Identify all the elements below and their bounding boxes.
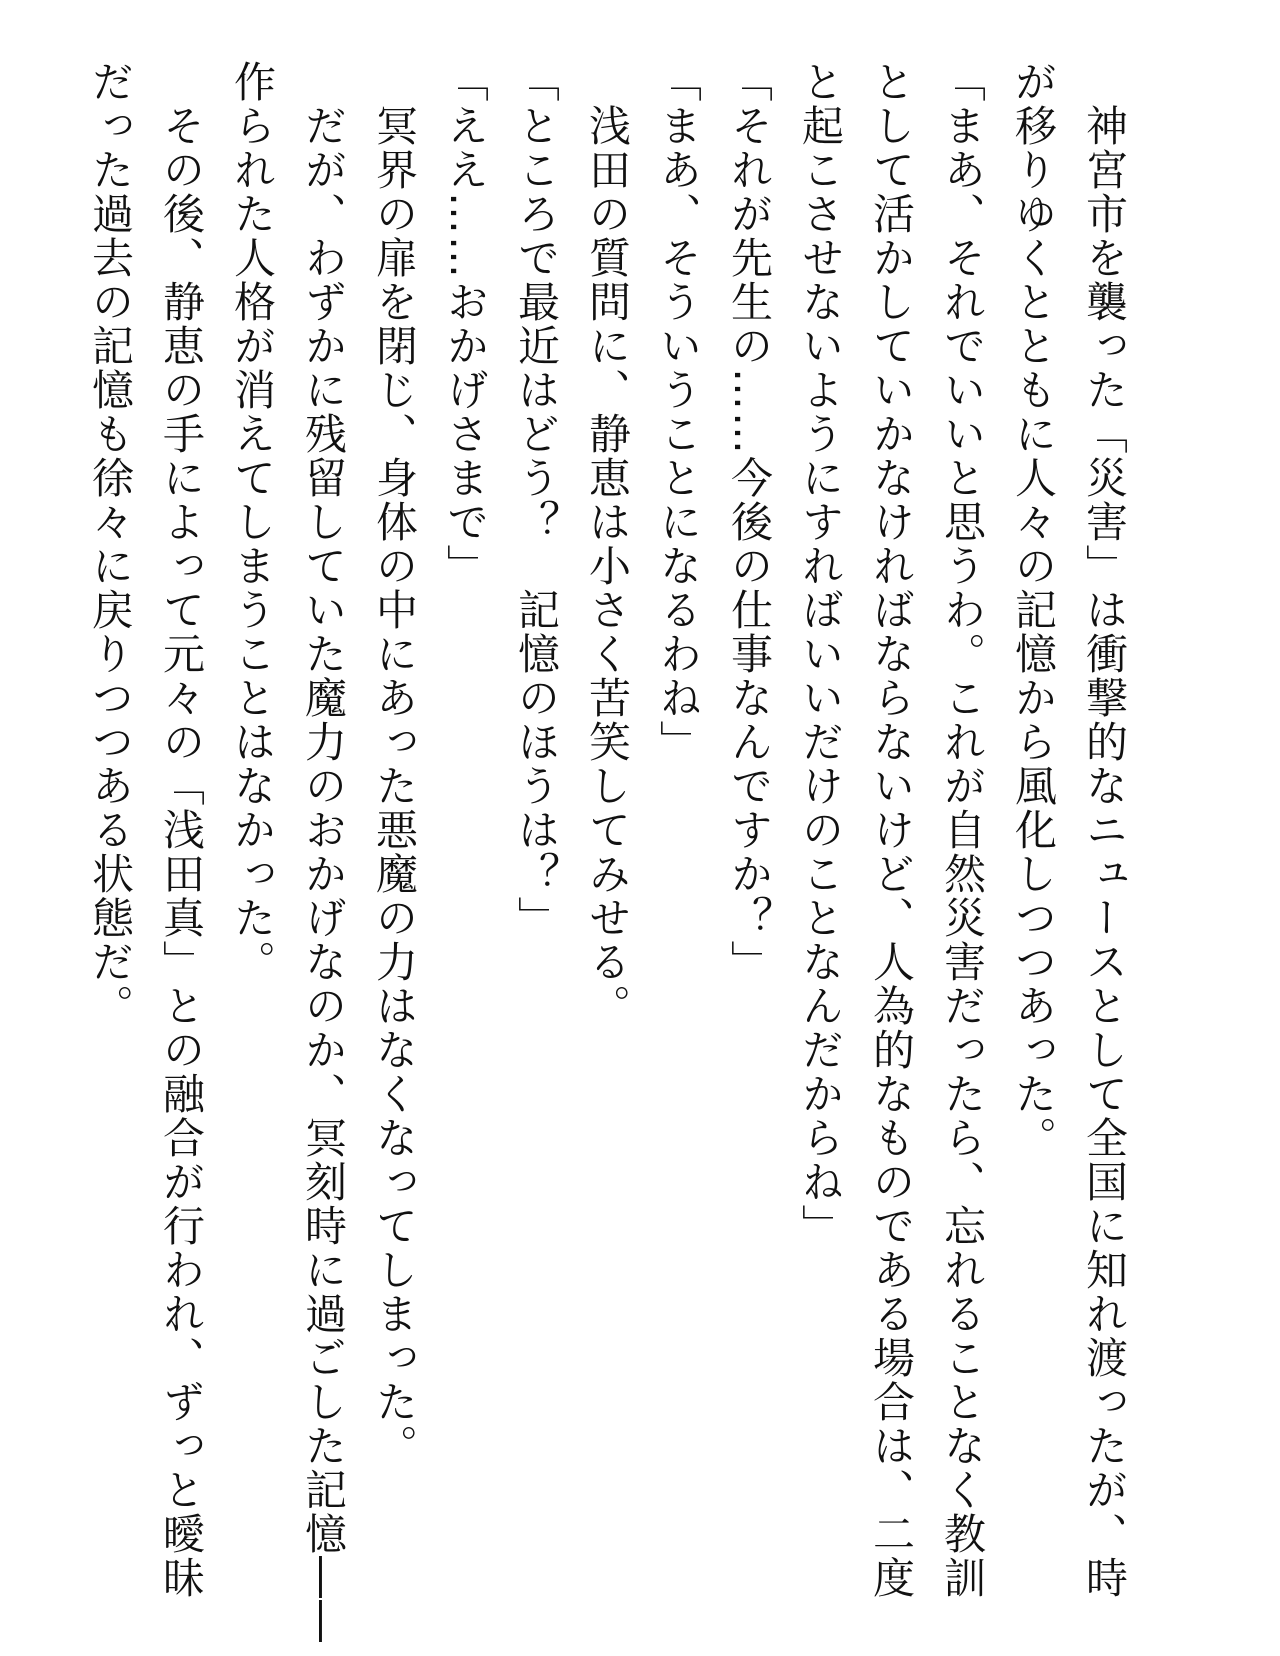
- text-line: 神宮市を襲った「災害」は衝撃的なニュースとして全国に知れ渡ったが、時: [1080, 60, 1129, 1600]
- vertical-text-body: [75, 60, 1140, 1644]
- text-line: 「それが先生の……今後の仕事なんですか？」: [725, 60, 774, 984]
- text-line: 「まあ、そういうことになるわね」: [654, 60, 703, 764]
- text-line: だった過去の記憶も徐々に戻りつつある状態だ。: [86, 60, 135, 1028]
- text-line: 浅田の質問に、静恵は小さく苦笑してみせる。: [583, 60, 632, 1028]
- text-line: 冥界の扉を閉じ、身体の中にあった悪魔の力はなくなってしまった。: [370, 60, 419, 1468]
- text-line: 「ええ……おかげさまで」: [441, 60, 490, 588]
- text-line: 「まあ、それでいいと思うわ。これが自然災害だったら、忘れることなく教訓: [938, 60, 987, 1600]
- text-line: その後、静恵の手によって元々の「浅田真」との融合が行われ、ずっと曖昧: [157, 60, 206, 1600]
- text-line: 「ところで最近はどう？ 記憶のほうは？」: [512, 60, 561, 940]
- text-line: が移りゆくとともに人々の記憶から風化しつつあった。: [1009, 60, 1058, 1160]
- text-line: 作られた人格が消えてしまうことはなかった。: [228, 60, 277, 984]
- text-line: として活かしていかなければならないけど、人為的なものである場合は、二度: [867, 60, 916, 1600]
- text-line: と起こさせないようにすればいいだけのことなんだからね」: [796, 60, 845, 1248]
- text-line: だが、わずかに残留していた魔力のおかげなのか、冥刻時に過ごした記憶――: [299, 60, 348, 1644]
